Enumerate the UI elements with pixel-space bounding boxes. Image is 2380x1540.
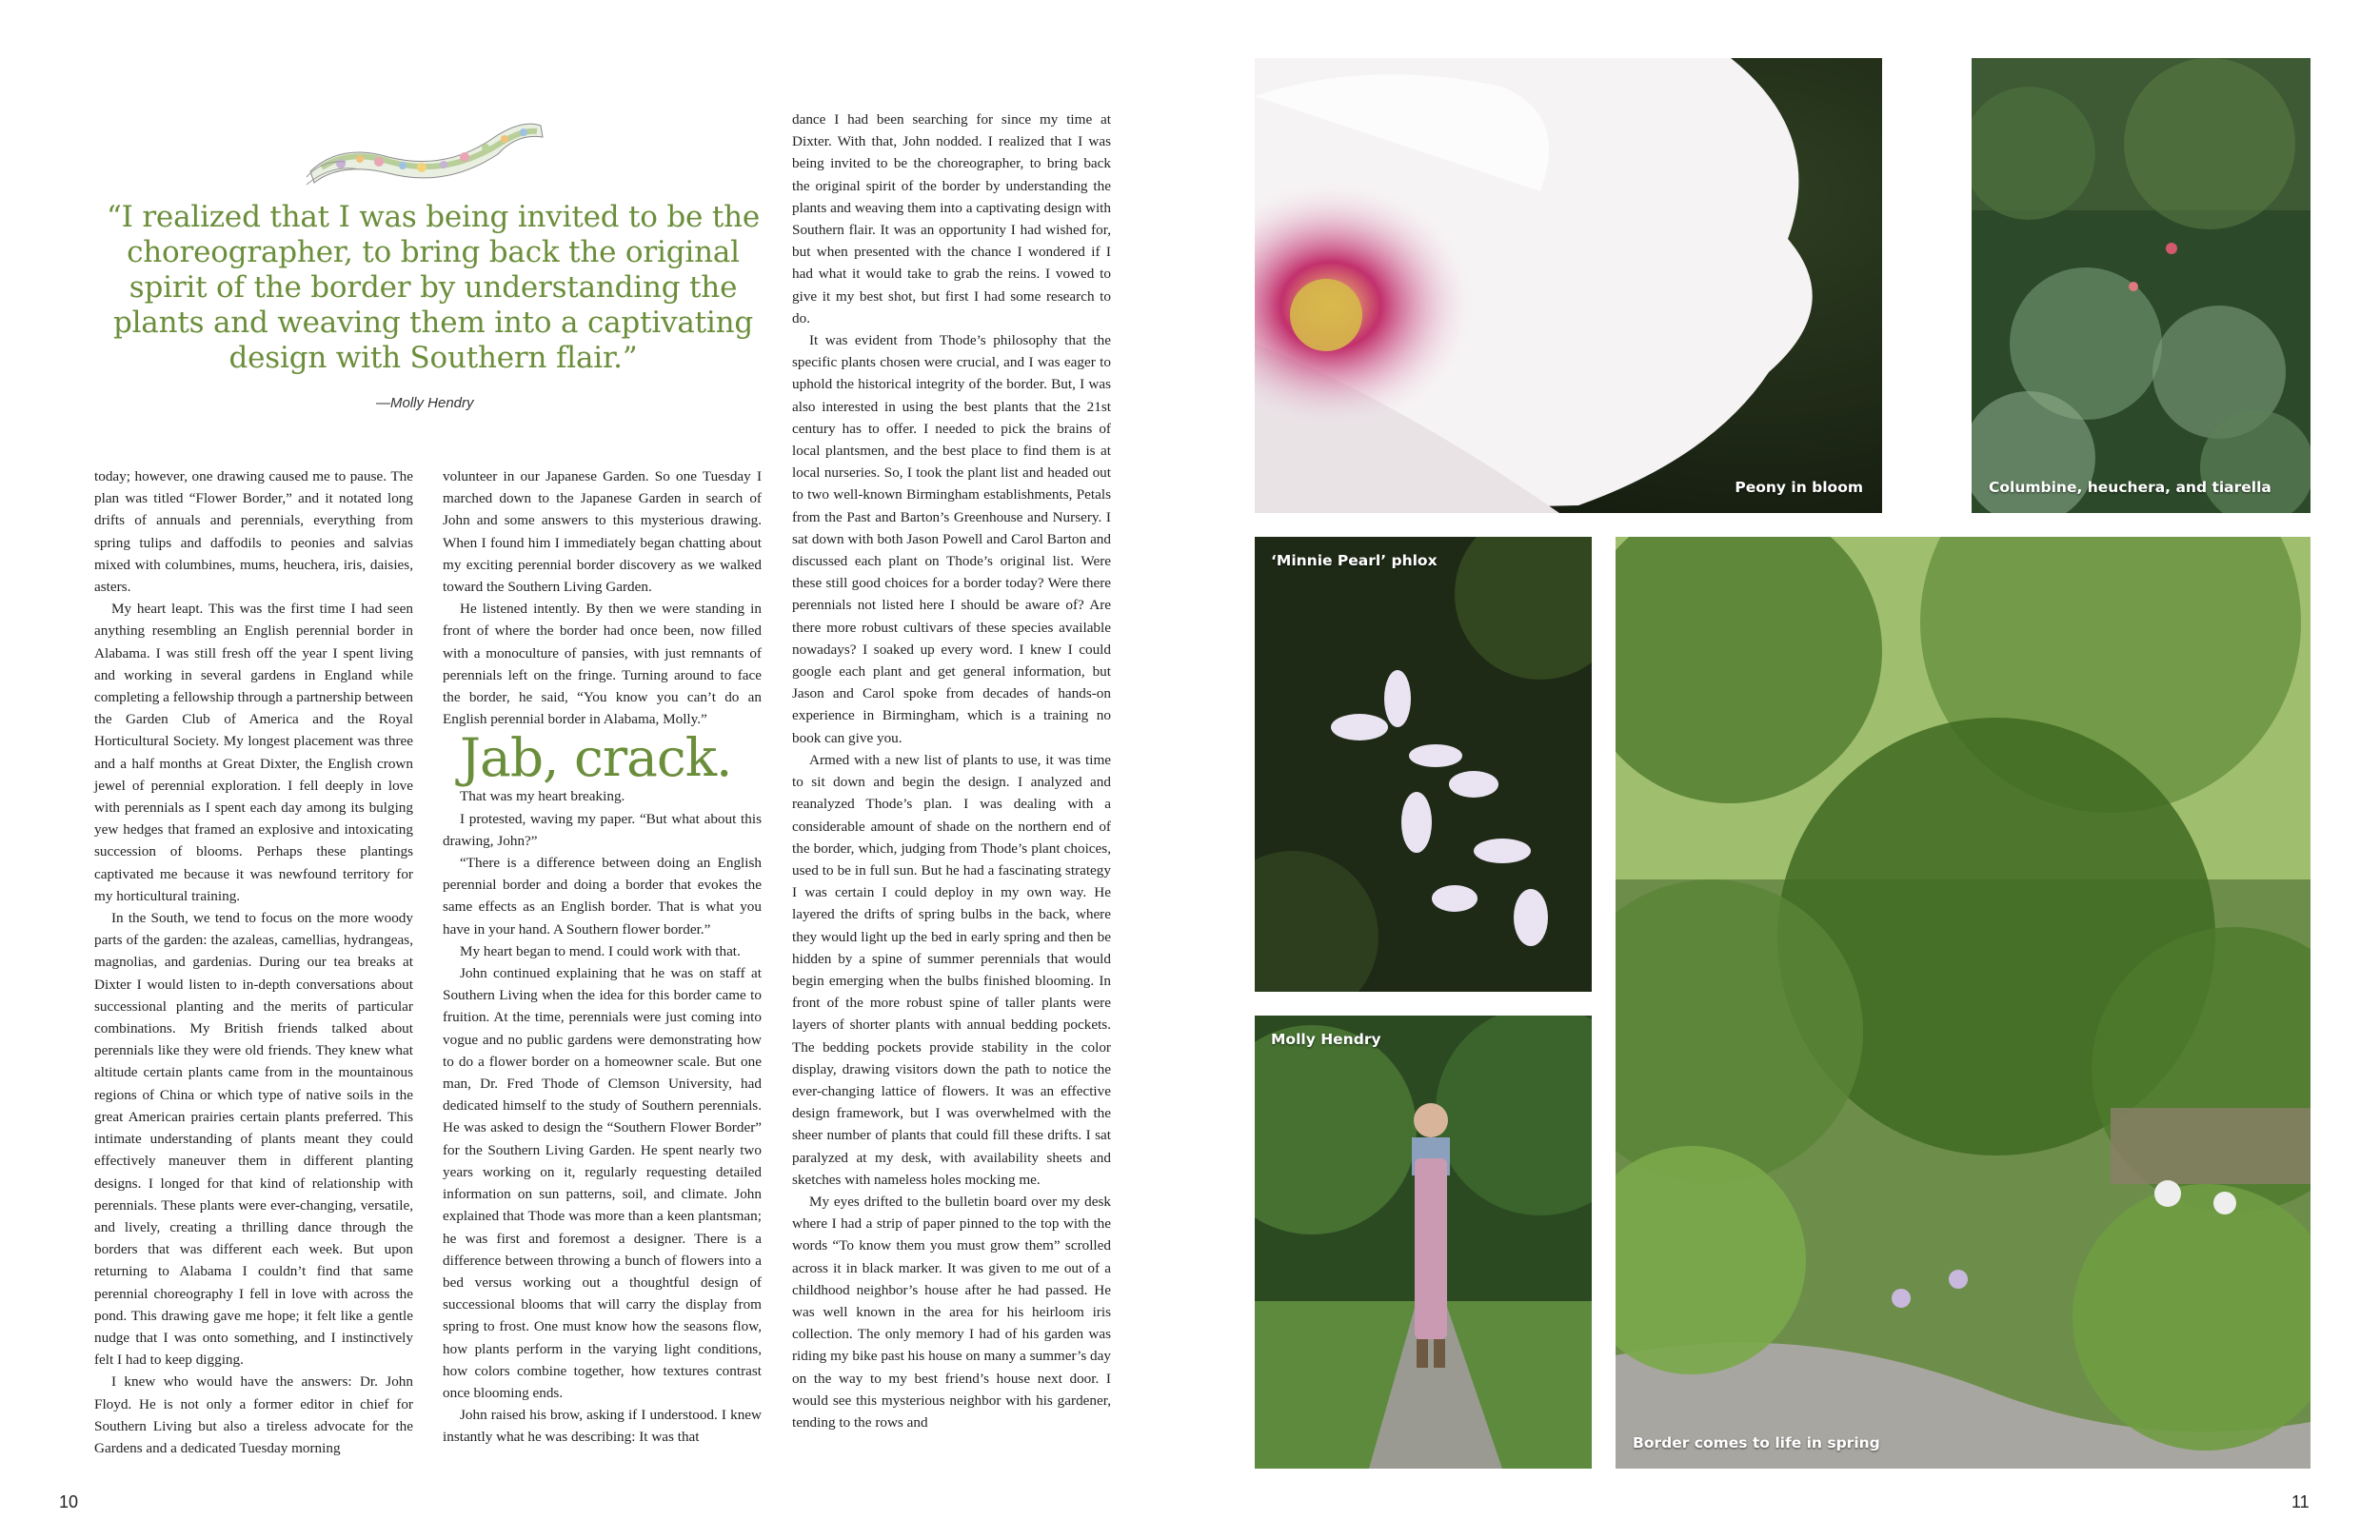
caption-phlox: ‘Minnie Pearl’ phlox bbox=[1271, 552, 1438, 569]
columbine-photo bbox=[1972, 58, 2311, 513]
paragraph: My heart began to mend. I could work with that. bbox=[460, 942, 741, 959]
pull-quote: “I realized that I was being invited to be the choreographer, to bring back the original spirit of the border by understanding the plants and weaving them into a captivating design with Southern flair.” bbox=[106, 200, 761, 375]
paragraph: I protested, waving my paper. “But what about this drawing, John?” bbox=[443, 810, 762, 849]
article-column-3 bbox=[792, 109, 1111, 1433]
paragraph: My eyes drifted to the bulletin board over my desk where I had a strip of paper pinned to the top with the words “To know them you must grow them” scrolled across it in black marker. It was given to me out of a childhood neighbor’s house after he had passed. He was well known in the area for his heirloom iris collection. The only memory I had of his garden was riding my bike past his house on many a summer’s day on the way to my best friend’s house next door. I would see this mysterious neighbor with his gardener, tending to the rows and bbox=[792, 1193, 1111, 1431]
paragraph: That was my heart breaking. bbox=[460, 788, 625, 805]
paragraph: He listened intently. By then we were standing in front of where the border had once been, now filled with a monoculture of pansies, with just remnants of perennials left on the fringe. Turning around to face the border, he said, “You know you can’t do an English perennial border in Alabama, Molly.” bbox=[443, 601, 762, 728]
caption-border: Border comes to life in spring bbox=[1633, 1434, 1880, 1451]
paragraph: In the South, we tend to focus on the more woody parts of the garden: the azaleas, camellias, hydrangeas, magnolias, and gardenias. During our tea breaks at Dixter I would listen to in-depth conversations about successional planting and the merits of particular combinations. My British friends talked about perennials like they were old friends. They knew what altitude certain plants came from in the mountainous regions of China or which type of native soils in the great American prairies certain plants preferred. This intimate understanding of plants meant they could effectively maneuver them in different planting designs. I longed for that kind of relationship with perennials. These plants were ever-changing, versatile, and lively, creating a thrilling dance through the borders that was different each week. But upon returning to Alabama I couldn’t find that same perennial choreography I fell in love with across the pond. This drawing gave me hope; it felt like a gentle nudge that I was onto something, and I instinctively felt I had to keep digging. bbox=[94, 910, 413, 1369]
paragraph: today; however, one drawing caused me to pause. The plan was titled “Flower Border,” and it notated long drifts of annuals and perennials, everything from spring tulips and daffodils to peonies and salvias mixed with columbines, mums, heuchera, iris, daisies, asters. bbox=[94, 468, 413, 596]
page-number-right: 11 bbox=[2291, 1492, 2310, 1511]
caption-columbine: Columbine, heuchera, and tiarella bbox=[1989, 479, 2271, 496]
peony-photo bbox=[1255, 58, 1882, 513]
paragraph: John continued explaining that he was on staff at Southern Living when the idea for this border came to fruition. At the time, perennials were just coming into vogue and no public gardens were demonstrating how to do a flower border on a homeowner scale. But one man, Dr. Fred Thode of Clemson University, had dedicated himself to the study of Southern perennials. He was asked to design the “Southern Flower Border” for the Southern Living Garden. He spent nearly two years working on it, regularly requesting detailed information on sun patterns, soil, and climate. John explained that Thode was more than a keen plantsman; he was first and foremost a designer. There is a difference between throwing a bunch of flowers into a bed versus working out a thoughtful design of successional blooms that will carry the display from spring to frost. One must know how the seasons flow, how plants perform in the varying light conditions, how colors combine together, how textures contrast once blooming ends. bbox=[443, 965, 762, 1401]
article-column-2 bbox=[443, 465, 762, 1449]
paragraph: volunteer in our Japanese Garden. So one Tuesday I marched down to the Japanese Garden in search of John and some answers to this mysterious drawing. When I found him I immediately began chatting about my exciting perennial border discovery as we walked toward the Southern Living Garden. bbox=[443, 468, 762, 596]
paragraph: dance I had been searching for since my time at Dixter. With that, John nodded. I realized that I was being invited to be the choreographer, to bring back the original spirit of the border by understanding the plants and weaving them into a captivating design with Southern flair. It was an opportunity I had wished for, but when presented with the chance I wondered if I had what it would take to grab the reins. I vowed to give it my best shot, but first I had some research to do. bbox=[792, 111, 1111, 326]
phlox-photo bbox=[1255, 537, 1592, 992]
paragraph: “There is a difference between doing an English perennial border and doing a border that evokes the same effects as an English border. That is what you have in your hand. A Southern flower border.” bbox=[443, 855, 762, 938]
paragraph: My heart leapt. This was the first time I had seen anything resembling an English perennial border in Alabama. I was still fresh off the year I spent living and working in several gardens in England while completing a fellowship through a partnership between the Garden Club of America and the Royal Horticultural Society. My longest placement was three and a half months at Great Dixter, the English crown jewel of perennial exploration. I fell deeply in love with perennials as I spent each day among its bulging yew hedges that framed an explosive and intoxicating succession of blooms. Perhaps these plantings captivated me because it was newfound territory for my horticultural training. bbox=[94, 601, 413, 904]
paragraph: It was evident from Thode’s philosophy that the specific plants chosen were crucial, and I was eager to uphold the historical integrity of the border. But, I was also interested in using the best plants that the 21st century has to offer. I needed to pick the brains of local plantsmen, and the best place to find them is at local nurseries. So, I took the plant list and headed out to two well-known Birmingham establishments, Petals from the Past and Barton’s Greenhouse and Nursery. I sat down with both Jason Powell and Carol Barton and discussed each plant on Thode’s original list. Were these still good choices for a border today? Were there perennials not listed here I should be aware of? Are there more robust cultivars of these species available nowadays? I soaked up every word. I knew I could google each plant and get general information, but Jason and Carol spoke from decades of hands-on experience in Birmingham, which is a training no book can give you. bbox=[792, 332, 1111, 746]
page-number-left: 10 bbox=[59, 1492, 79, 1511]
border-plan-illustration bbox=[303, 105, 545, 188]
paragraph: Armed with a new list of plants to use, it was time to sit down and begin the design. I analyzed and reanalyzed Thode’s plan. I was dealing with a considerable amount of shade on the northern end of the border, which, judging from Thode’s plant choices, used to be in full sun. But he had a fascinating strategy I was certain I could deploy in my own way. He layered the drifts of spring bulbs in the back, where they would light up the bed in early spring and then be hidden by a spine of summer perennials that would begin emerging when the bulbs finished blooming. In front of the more robust spine of taller plants were layers of shorter plants with annual bedding pockets. The bedding pockets provide stability in the color display, drawing visitors down the path to notice the ever-changing lattice of flowers. It was an effective design framework, but I was overwhelmed with the sheer number of plants that could fill these drifts. I sat paralyzed at my desk, with availability sheets and sketches with nameless holes mocking me. bbox=[792, 751, 1111, 1188]
caption-molly: Molly Hendry bbox=[1271, 1031, 1381, 1048]
article-column-1 bbox=[94, 465, 413, 1459]
paragraph: I knew who would have the answers: Dr. John Floyd. He is not only a former editor in chief for Southern Living but also a tireless advocate for the Gardens and a dedicated Tuesday morning bbox=[94, 1373, 413, 1456]
molly-hendry-photo bbox=[1255, 1016, 1592, 1469]
display-phrase: Jab, crack. bbox=[460, 727, 732, 789]
caption-peony: Peony in bloom bbox=[1735, 479, 1863, 496]
quote-attribution: —Molly Hendry bbox=[376, 395, 474, 411]
paragraph: John raised his brow, asking if I understood. I knew instantly what he was describing: It was that bbox=[443, 1407, 762, 1446]
spring-border-photo bbox=[1616, 537, 2311, 1469]
